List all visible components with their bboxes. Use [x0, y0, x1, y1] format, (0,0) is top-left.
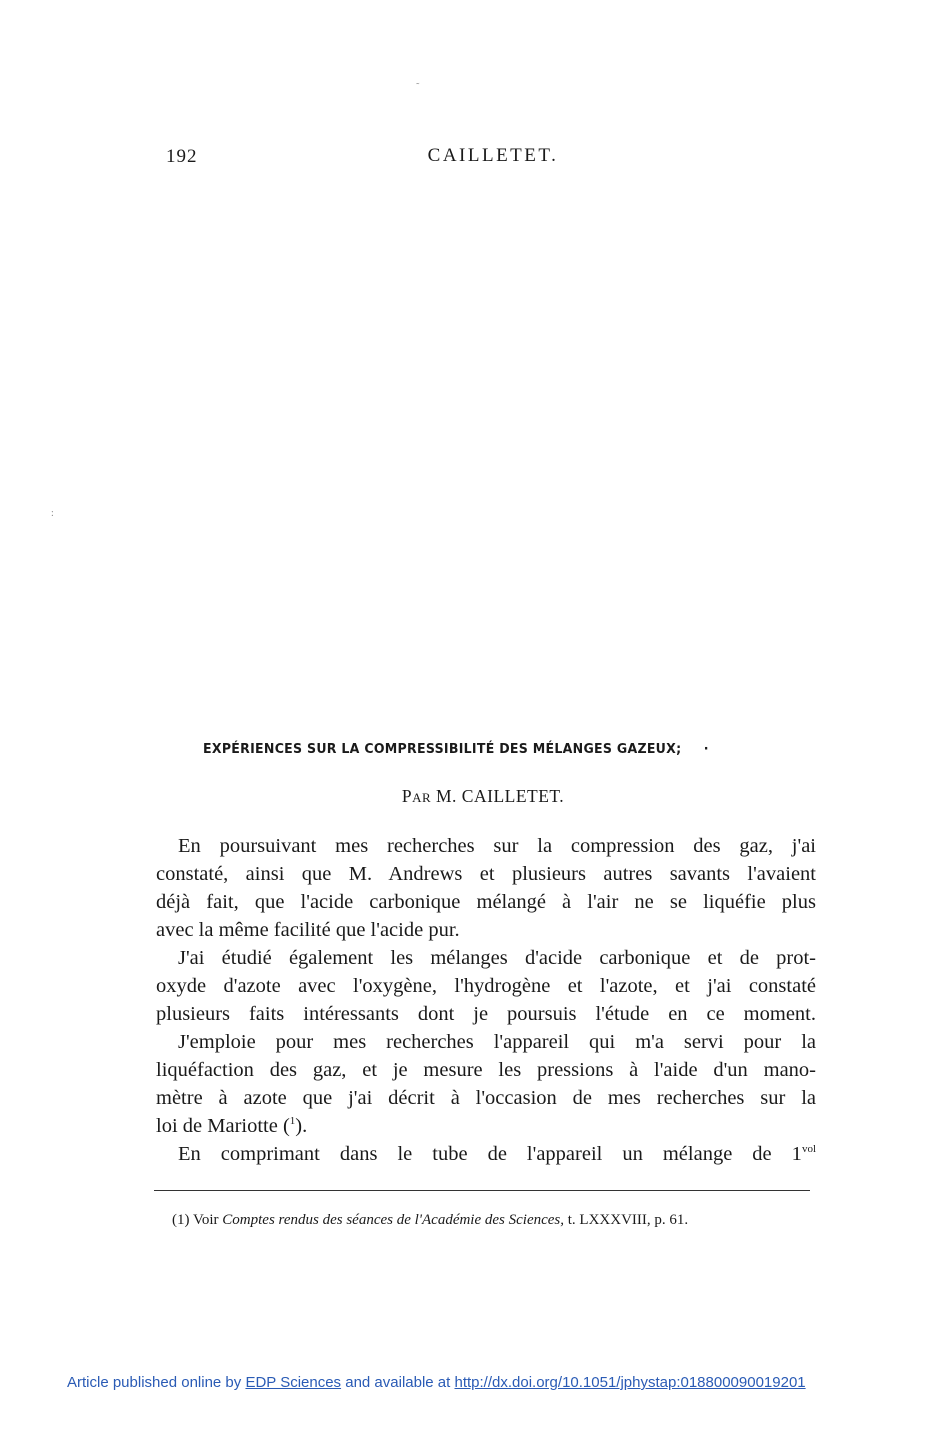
footnote-marker: (1)	[172, 1212, 190, 1228]
footnote-source: Comptes rendus des séances de l'Académie des Sciences,	[222, 1212, 565, 1228]
body-line: En poursuivant mes recherches sur la compression des gaz, j'ai	[178, 835, 816, 857]
footnote-prefix: Voir	[192, 1212, 219, 1228]
body-line-text: En comprimant dans le tube de l'appareil un mélange de 1	[178, 1143, 802, 1165]
page-number: 192	[166, 146, 198, 167]
scan-speck-top: ˷	[416, 74, 420, 85]
body-line: avec la même facilité que l'acide pur.	[156, 919, 460, 941]
volume-superscript: vol	[801, 1143, 816, 1155]
running-head-title: CAILLETET.	[427, 145, 559, 166]
footer-text-before: Article published online by	[67, 1374, 242, 1391]
footnote-reference: 1	[289, 1115, 296, 1127]
byline-smallcaps: AR	[412, 790, 432, 805]
publisher-link[interactable]: EDP Sciences	[245, 1374, 342, 1391]
title-trailing-mark: ·	[703, 741, 709, 757]
article-body	[156, 832, 816, 1168]
body-line: J'ai étudié également les mélanges d'acide carbonique et de prot-	[178, 947, 816, 969]
footnote-citation: t. LXXXVIII, p. 61.	[567, 1212, 689, 1228]
body-line: mètre à azote que j'ai décrit à l'occasion de mes recherches sur la	[156, 1087, 816, 1109]
body-line: plusieurs faits intéressants dont je poursuis l'étude en ce moment.	[156, 1003, 816, 1025]
byline-author: M. CAILLETET.	[436, 786, 565, 806]
byline-initial: P	[401, 786, 413, 806]
publication-footer	[67, 1374, 806, 1391]
body-line: déjà fait, que l'acide carbonique mélangé à l'air ne se liquéfie plus	[156, 891, 816, 913]
byline	[0, 786, 930, 807]
body-line-tail: ).	[295, 1115, 308, 1137]
scan-speck-left: :	[51, 508, 54, 519]
body-line: J'emploie pour mes recherches l'appareil qui m'a servi pour la	[178, 1031, 816, 1053]
doi-link[interactable]: http://dx.doi.org/10.1051/jphystap:018800090019201	[454, 1374, 806, 1391]
footnote-divider	[154, 1190, 810, 1192]
body-line-text: loi de Mariotte (	[156, 1115, 290, 1137]
footer-text-middle: and available at	[345, 1374, 451, 1391]
article-title	[203, 741, 709, 757]
body-line: oxyde d'azote avec l'oxygène, l'hydrogène et l'azote, et j'ai constaté	[156, 975, 816, 997]
footnote	[172, 1212, 688, 1229]
article-title-text: EXPÉRIENCES SUR LA COMPRESSIBILITÉ DES MÉLANGES GAZEUX;	[203, 741, 682, 757]
body-line: liquéfaction des gaz, et je mesure les pressions à l'aide d'un mano-	[156, 1059, 816, 1081]
body-line-with-superscript	[156, 1140, 816, 1168]
body-line: constaté, ainsi que M. Andrews et plusieurs autres savants l'avaient	[156, 863, 816, 885]
body-line-with-footnote-ref	[156, 1112, 816, 1140]
